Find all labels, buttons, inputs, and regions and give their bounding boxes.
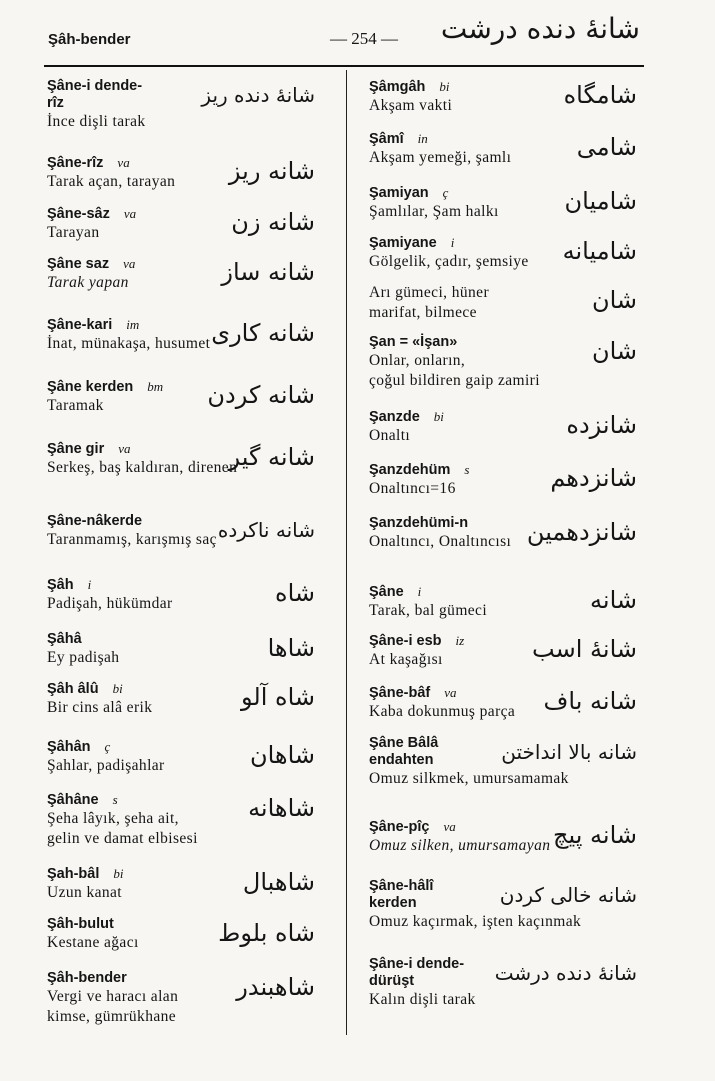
dictionary-entry [47,738,315,776]
arabic-script-term: شانه ناکرده [217,518,315,542]
dictionary-entry [369,184,637,222]
headword-text: Şan = «İşan» [369,334,458,350]
headword-text: Şâne-kari [47,317,113,333]
entry-definition: marifat, bilmece [369,304,477,321]
entry-definition: Padişah, hükümdar [47,595,173,612]
headword-text: Şâne-rîz [47,155,104,171]
dictionary-entry [47,970,315,1027]
dictionary-entry [369,684,637,722]
entry-definition: Şamlılar, Şam halkı [369,203,499,220]
headword-text: Şâh-bender [47,970,127,986]
entry-definition: kimse, gümrükhane [47,1008,177,1025]
entry-definition: Şahlar, padişahlar [47,757,165,774]
entry-headword: Şâne Bâlâ endahten [369,735,439,768]
headword-text: Şanzdehümi-n [369,515,469,531]
headword-text: Şâhân [47,739,91,755]
part-of-speech: va [118,441,131,456]
dictionary-entry [47,78,315,132]
part-of-speech: s [464,462,470,477]
headword-text: Şâh-bulut [47,916,114,932]
headword-text: Şâhâne [47,792,99,808]
dictionary-entry [47,513,315,550]
part-of-speech: va [123,256,136,271]
entry-definition: Omuz kaçırmak, işten kaçınmak [369,913,582,930]
dictionary-entry [369,632,637,670]
headword-text: Şah-bâl [47,866,100,882]
entry-definition: Serkeş, baş kaldıran, direnen [47,459,238,476]
entry-definition: Gölgelik, çadır, şemsiye [369,253,529,270]
dictionary-entry [369,461,637,499]
dictionary-entry [369,735,637,789]
entry-definition: İnat, münakaşa, husumet [47,335,211,352]
headword-text: Şanzdehüm [369,462,451,478]
arabic-script-term: شانه بالا انداختن [501,740,637,764]
arabic-script-term: شامی [576,133,637,161]
headword-text: Şanzde [369,409,420,425]
dictionary-entry [369,878,637,932]
dictionary-entry [369,408,637,446]
arabic-script-term: شانه خالی کردن [499,883,637,907]
page-header [0,0,715,62]
arabic-script-term: شانزدهمین [526,518,637,546]
headword-text: Şâne-i esb [369,633,442,649]
entry-definition: Tarak açan, tarayan [47,173,176,190]
part-of-speech: i [417,584,422,599]
dictionary-entry [369,956,637,1010]
part-of-speech: va [444,685,457,700]
headword-text: Şâne-nâkerde [47,513,143,529]
entry-definition: Şeha lâyık, şeha ait, [47,810,179,827]
arabic-script-term: شانه ریز [228,157,315,185]
entry-definition: Arı gümeci, hüner [369,284,489,301]
dictionary-entry [47,440,315,478]
part-of-speech: s [112,792,118,807]
headword-text: Şâmgâh [369,79,426,95]
entry-definition: Taranmamış, karışmış saç [47,531,217,548]
part-of-speech: bi [439,79,450,94]
headword-text: Şâh âlû [47,681,99,697]
entry-definition: gelin ve damat elbisesi [47,830,198,847]
dictionary-entry [369,78,637,116]
entry-definition: Kalın dişli tarak [369,991,476,1008]
dictionary-entry [369,283,637,323]
dictionary-entry [47,916,315,953]
arabic-script-term: شان [591,337,637,365]
part-of-speech: bm [147,379,164,394]
column-divider [346,70,347,1035]
entry-definition: Vergi ve haracı alan [47,988,179,1005]
dictionary-entry [47,631,315,668]
part-of-speech: bi [112,681,123,696]
headword-text: Şamiyane [369,235,437,251]
arabic-script-term: شاها [267,634,315,662]
dictionary-entry [369,234,637,272]
dictionary-entry [47,791,315,849]
arabic-script-term: شانهٔ دنده درشت [494,961,637,985]
arabic-script-term: شانه زن [231,208,315,236]
part-of-speech: va [123,206,137,221]
dictionary-entry [47,576,315,614]
entry-definition: Omuz silken, umursamayan [369,837,551,854]
dictionary-entry [47,205,315,243]
page-number: — 254 — [330,29,398,48]
headword-text: Şâne-sâz [47,206,110,222]
arabic-script-term: شانه کردن [207,381,315,409]
part-of-speech: ç [442,185,449,200]
entry-headword: Şâne-i dende-rîz [47,78,143,111]
entry-definition: Tarak yapan [47,274,129,291]
part-of-speech: va [117,155,130,170]
entry-headword: Şâne-hâlî kerden [369,878,434,911]
entry-definition: Akşam vakti [369,97,453,114]
dictionary-entry [369,583,637,621]
part-of-speech: ç [104,739,111,754]
entry-definition: Onaltıncı=16 [369,480,456,497]
arabic-script-term: شامیان [564,187,637,215]
entry-definition: Ey padişah [47,649,120,666]
arabic-script-term: شامیانه [562,237,637,265]
entry-headword [47,576,307,594]
part-of-speech: va [443,819,456,834]
arabic-script-term: شاه [275,579,315,607]
entry-definition: Onaltıncı, Onaltıncısı [369,533,512,550]
headword-text: Şâmî [369,131,404,147]
arabic-script-term: شاه آلو [240,683,315,711]
arabic-script-term: شاهان [249,741,315,769]
arabic-script-term: شانه گیر [228,443,315,471]
dictionary-entry [47,154,315,192]
dictionary-entry [47,865,315,903]
running-head-left: Şâh-bender [48,31,131,48]
entry-definition: Kaba dokunmuş parça [369,703,516,720]
part-of-speech: bi [433,409,444,424]
part-of-speech: im [126,317,140,332]
entry-definition: Tarayan [47,224,100,241]
arabic-script-term: شامگاه [563,81,637,109]
arabic-script-term: شانه کاری [211,319,315,347]
entry-definition: Kestane ağacı [47,934,139,951]
arabic-script-term: شانه باف [543,687,637,715]
dictionary-entry [369,130,637,168]
dictionary-entry [369,334,637,391]
arabic-script-term: شانزده [566,411,637,439]
running-head-arabic: شانهٔ دنده درشت [440,12,640,45]
part-of-speech: i [450,235,455,250]
entry-definition: Onlar, onların, [369,352,466,369]
headword-text: Şâne kerden [47,379,134,395]
headword-text: Şâhâ [47,631,82,647]
entry-definition: At kaşağısı [369,651,443,668]
entry-definition: Onaltı [369,427,411,444]
part-of-speech: in [417,131,428,146]
arabic-script-term: شانه [590,586,637,614]
dictionary-entry [47,255,315,293]
headword-text: Şâh [47,577,74,593]
arabic-script-term: شاهانه [248,794,315,822]
headword-text: Şâne [369,584,404,600]
headword-text: Şâne saz [47,256,110,272]
dictionary-entry [369,515,637,552]
dictionary-entry [369,818,637,856]
arabic-script-term: شاهبال [242,868,315,896]
entry-definition: çoğul bildiren gaip zamiri [369,372,540,389]
entry-definition: Bir cins alâ erik [47,699,153,716]
dictionary-entry [47,680,315,718]
entry-definition: Taramak [47,397,104,414]
entry-definition: Omuz silkmek, umursamamak [369,770,569,787]
arabic-script-term: شان [591,286,637,314]
header-rule [44,65,644,67]
part-of-speech: i [87,577,92,592]
entry-definition: Akşam yemeği, şamlı [369,149,512,166]
entry-headword: Şâne-i dende-dürüşt [369,956,465,989]
headword-text: Şamiyan [369,185,429,201]
headword-text: Şâne gir [47,441,105,457]
arabic-script-term: شانه ساز [221,258,315,286]
entry-definition: İnce dişli tarak [47,113,146,130]
part-of-speech: iz [455,633,465,648]
arabic-script-term: شانه پیچ [552,821,637,849]
dictionary-entry [47,316,315,354]
dictionary-entry [47,378,315,416]
arabic-script-term: شاه بلوط [218,919,315,947]
headword-text: Şâne-bâf [369,685,431,701]
arabic-script-term: شانهٔ اسب [532,635,637,663]
arabic-script-term: شاهبندر [236,973,315,1001]
arabic-script-term: شانهٔ دنده ریز [201,83,315,107]
entry-definition: Uzun kanat [47,884,123,901]
entry-headword [369,334,629,351]
arabic-script-term: شانزدهم [550,464,637,492]
headword-text: Şâne-pîç [369,819,430,835]
entry-definition: Tarak, bal gümeci [369,602,488,619]
part-of-speech: bi [113,866,124,881]
